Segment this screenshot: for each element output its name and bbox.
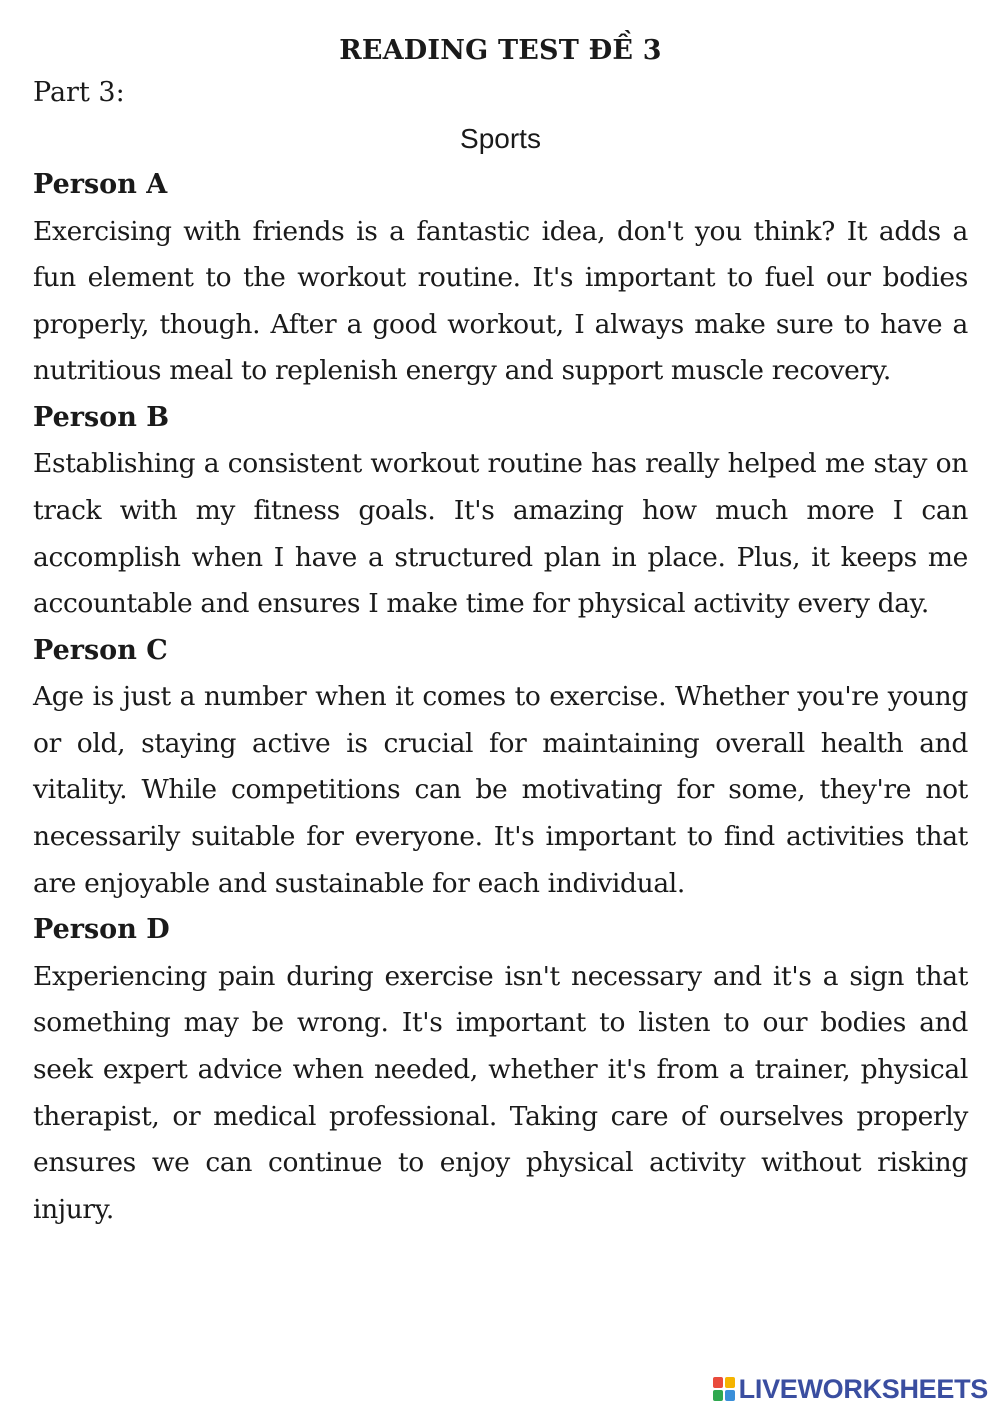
person-section-b bbox=[33, 395, 968, 628]
person-section-a bbox=[33, 162, 968, 395]
logo-square-green bbox=[713, 1390, 723, 1401]
liveworksheets-logo-icon bbox=[713, 1377, 735, 1401]
person-section-d bbox=[33, 907, 968, 1233]
person-heading: Person A bbox=[33, 169, 168, 200]
worksheet-page bbox=[33, 28, 968, 1233]
logo-square-blue bbox=[725, 1390, 735, 1401]
topic-title: Sports bbox=[460, 123, 541, 154]
liveworksheets-logo bbox=[713, 1372, 988, 1406]
person-paragraph: Experiencing pain during exercise isn't necessary and it's a sign that something may be wrong. It's important to listen to our bodies and seek expert advice when needed, whether it's from a trainer, physical therapist, or medical professional. Taking care of ourselves properly ensures we can continue to enjoy physical activity without risking injury. bbox=[33, 960, 968, 1225]
person-paragraph: Age is just a number when it comes to exercise. Whether you're young or old, staying active is crucial for maintaining overall health and vitality. While competitions can be motivating for some, they're not necessarily suitable for everyone. It's important to find activities that are enjoyable and sustainable for each individual. bbox=[33, 681, 968, 899]
page-title: READING TEST ĐỀ 3 bbox=[339, 35, 662, 66]
person-paragraph: Establishing a consistent workout routine has really helped me stay on track with my fitness goals. It's amazing how much more I can accomplish when I have a structured plan in place. Plus, it keeps me accountable and ensures I make time for physical activity every day. bbox=[33, 448, 968, 620]
logo-text: LIVEWORKSHEETS bbox=[738, 1373, 988, 1404]
part-label: Part 3: bbox=[33, 77, 125, 108]
person-section-c bbox=[33, 628, 968, 907]
person-heading: Person B bbox=[33, 401, 170, 433]
logo-square-yellow bbox=[725, 1377, 735, 1388]
logo-square-red bbox=[713, 1377, 723, 1388]
person-heading: Person D bbox=[33, 914, 170, 946]
person-heading: Person C bbox=[33, 634, 168, 666]
person-paragraph: Exercising with friends is a fantastic idea, don't you think? It adds a fun element to the workout routine. It's important to fuel our bodies properly, though. After a good workout, I always make sure to have a nutritious meal to replenish energy and support muscle recovery. bbox=[33, 215, 968, 387]
